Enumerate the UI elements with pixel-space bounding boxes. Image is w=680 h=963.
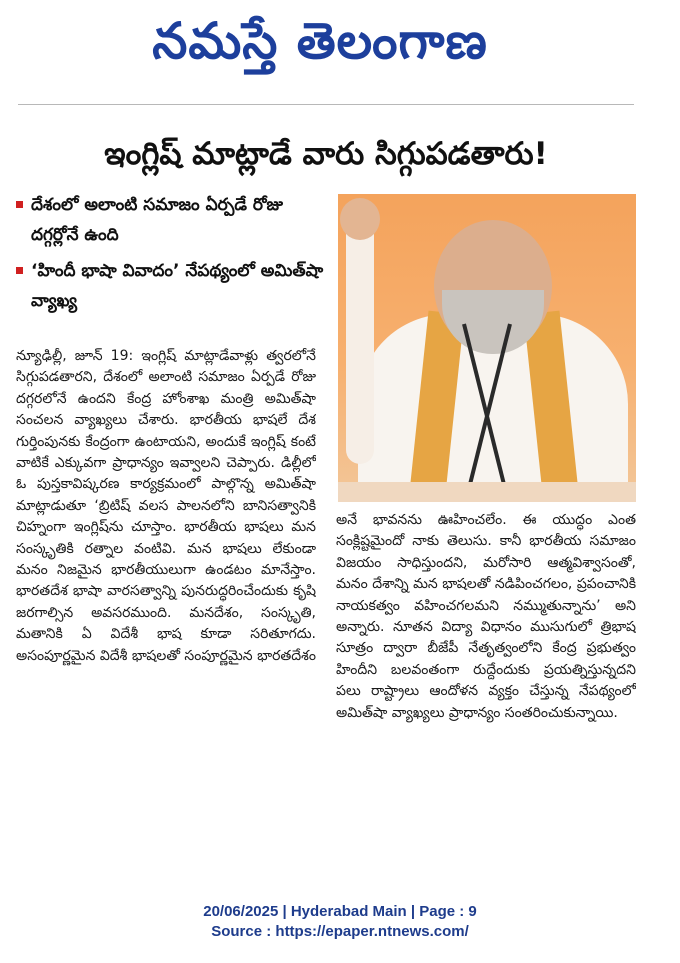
source-link[interactable]: Source : https://epaper.ntnews.com/ xyxy=(211,923,469,940)
article-body-text: అనే భావనను ఊహించలేం. ఈ యుద్ధం ఎంత సంక్లిష్టమైందో నాకు తెలుసు. కానీ భారతీయ సమాజం విజయం సాధిస్తుందని, మరోసారి ఆత్మవిశ్వాసంతో, మనం దేశాన్ని మన భాషలతో నడిపించగలం, ప్రపంచానికి నాయకత్వం వహించగలమని నమ్ముతున్నాను’ అని అన్నారు. నూతన విద్యా విధానం ముసుగులో త్రిభాష సూత్రం ద్వారా బీజేపీ నేతృత్వంలోని కేంద్ర ప్రభుత్వం హిందీని బలవంతంగా రుద్దేందుకు ప్రయత్నిస్తున్నదని పలు రాష్ట్రాలు ఆందోళన వ్యక్తం చేస్తున్న నేపథ్యంలో అమిత్‌షా వ్యాఖ్యలు ప్రాధాన్యం సంతరించుకున్నాయి. xyxy=(336,512,636,721)
photo-detail xyxy=(340,198,380,240)
source-footer xyxy=(0,902,680,942)
article-headline: ఇంగ్లిష్ మాట్లాడే వారు సిగ్గుపడతారు! xyxy=(104,136,548,172)
photo-detail xyxy=(346,214,374,464)
newspaper-masthead: నమస్తే తెలంగాణ xyxy=(152,12,488,70)
article-photo xyxy=(338,194,636,502)
highlight-item xyxy=(14,256,326,316)
bullet-square-icon xyxy=(16,201,23,208)
edition-info: 20/06/2025 | Hyderabad Main | Page : 9 xyxy=(203,903,477,920)
masthead-divider xyxy=(18,104,634,105)
article-column-left xyxy=(16,346,316,868)
bullet-square-icon xyxy=(16,267,23,274)
highlight-item xyxy=(14,190,326,250)
highlight-text: ‘హిందీ భాషా వివాదం’ నేపథ్యంలో అమిత్‌షా వ్యాఖ్య xyxy=(31,261,324,311)
article-highlights xyxy=(14,190,326,322)
photo-detail xyxy=(338,482,636,502)
article-body-text: న్యూఢిల్లీ, జూన్ 19: ఇంగ్లిష్ మాట్లాడేవాళ్లు త్వరలోనే సిగ్గుపడతారని, దేశంలో అలాంటి సమాజం ఏర్పడే రోజు దగ్గరలోనే ఉందని కేంద్ర హోంశాఖ మంత్రి అమిత్‌షా సంచలన వ్యాఖ్యలు చేశారు. భారతీయ భాషలే దేశ గుర్తింపునకు కేంద్రంగా ఉంటాయని, అందుకే ఇంగ్లిష్ కంటే వాటికే ఎక్కువగా ప్రాధాన్యం ఇవ్వాలని చెప్పారు. డిల్లీలో ఓ పుస్తకావిష్కరణ కార్యక్రమంలో పాల్గొన్న అమిత్‌షా మాట్లాడుతూ ‘బ్రిటిష్ వలస పాలనలోని బానిసత్వానికి చిహ్నంగా ఇంగ్లిష్‌ను చూస్తాం. భారతీయ భాషలు మన సంస్కృతికి రత్నాల వంటివి. మన భాషలు లేకుండా మనం నిజమైన భారతీయులుగా ఉండటం మానేస్తాం. భారతదేశ భాషా వారసత్వాన్ని పునరుద్ధరించేందుకు కృషి జరగాల్సిన అవసరముంది. మనదేశం, సంస్కృతి, మతానికి ఏ విదేశీ భాష కూడా సరితూగదు. అసంపూర్ణమైన విదేశీ భాషలతో సంపూర్ణమైన భారతదేశం xyxy=(16,348,316,664)
article-column-right xyxy=(336,510,636,868)
highlight-text: దేశంలో అలాంటి సమాజం ఏర్పడే రోజు దగ్గర్లోనే ఉంది xyxy=(31,195,283,245)
